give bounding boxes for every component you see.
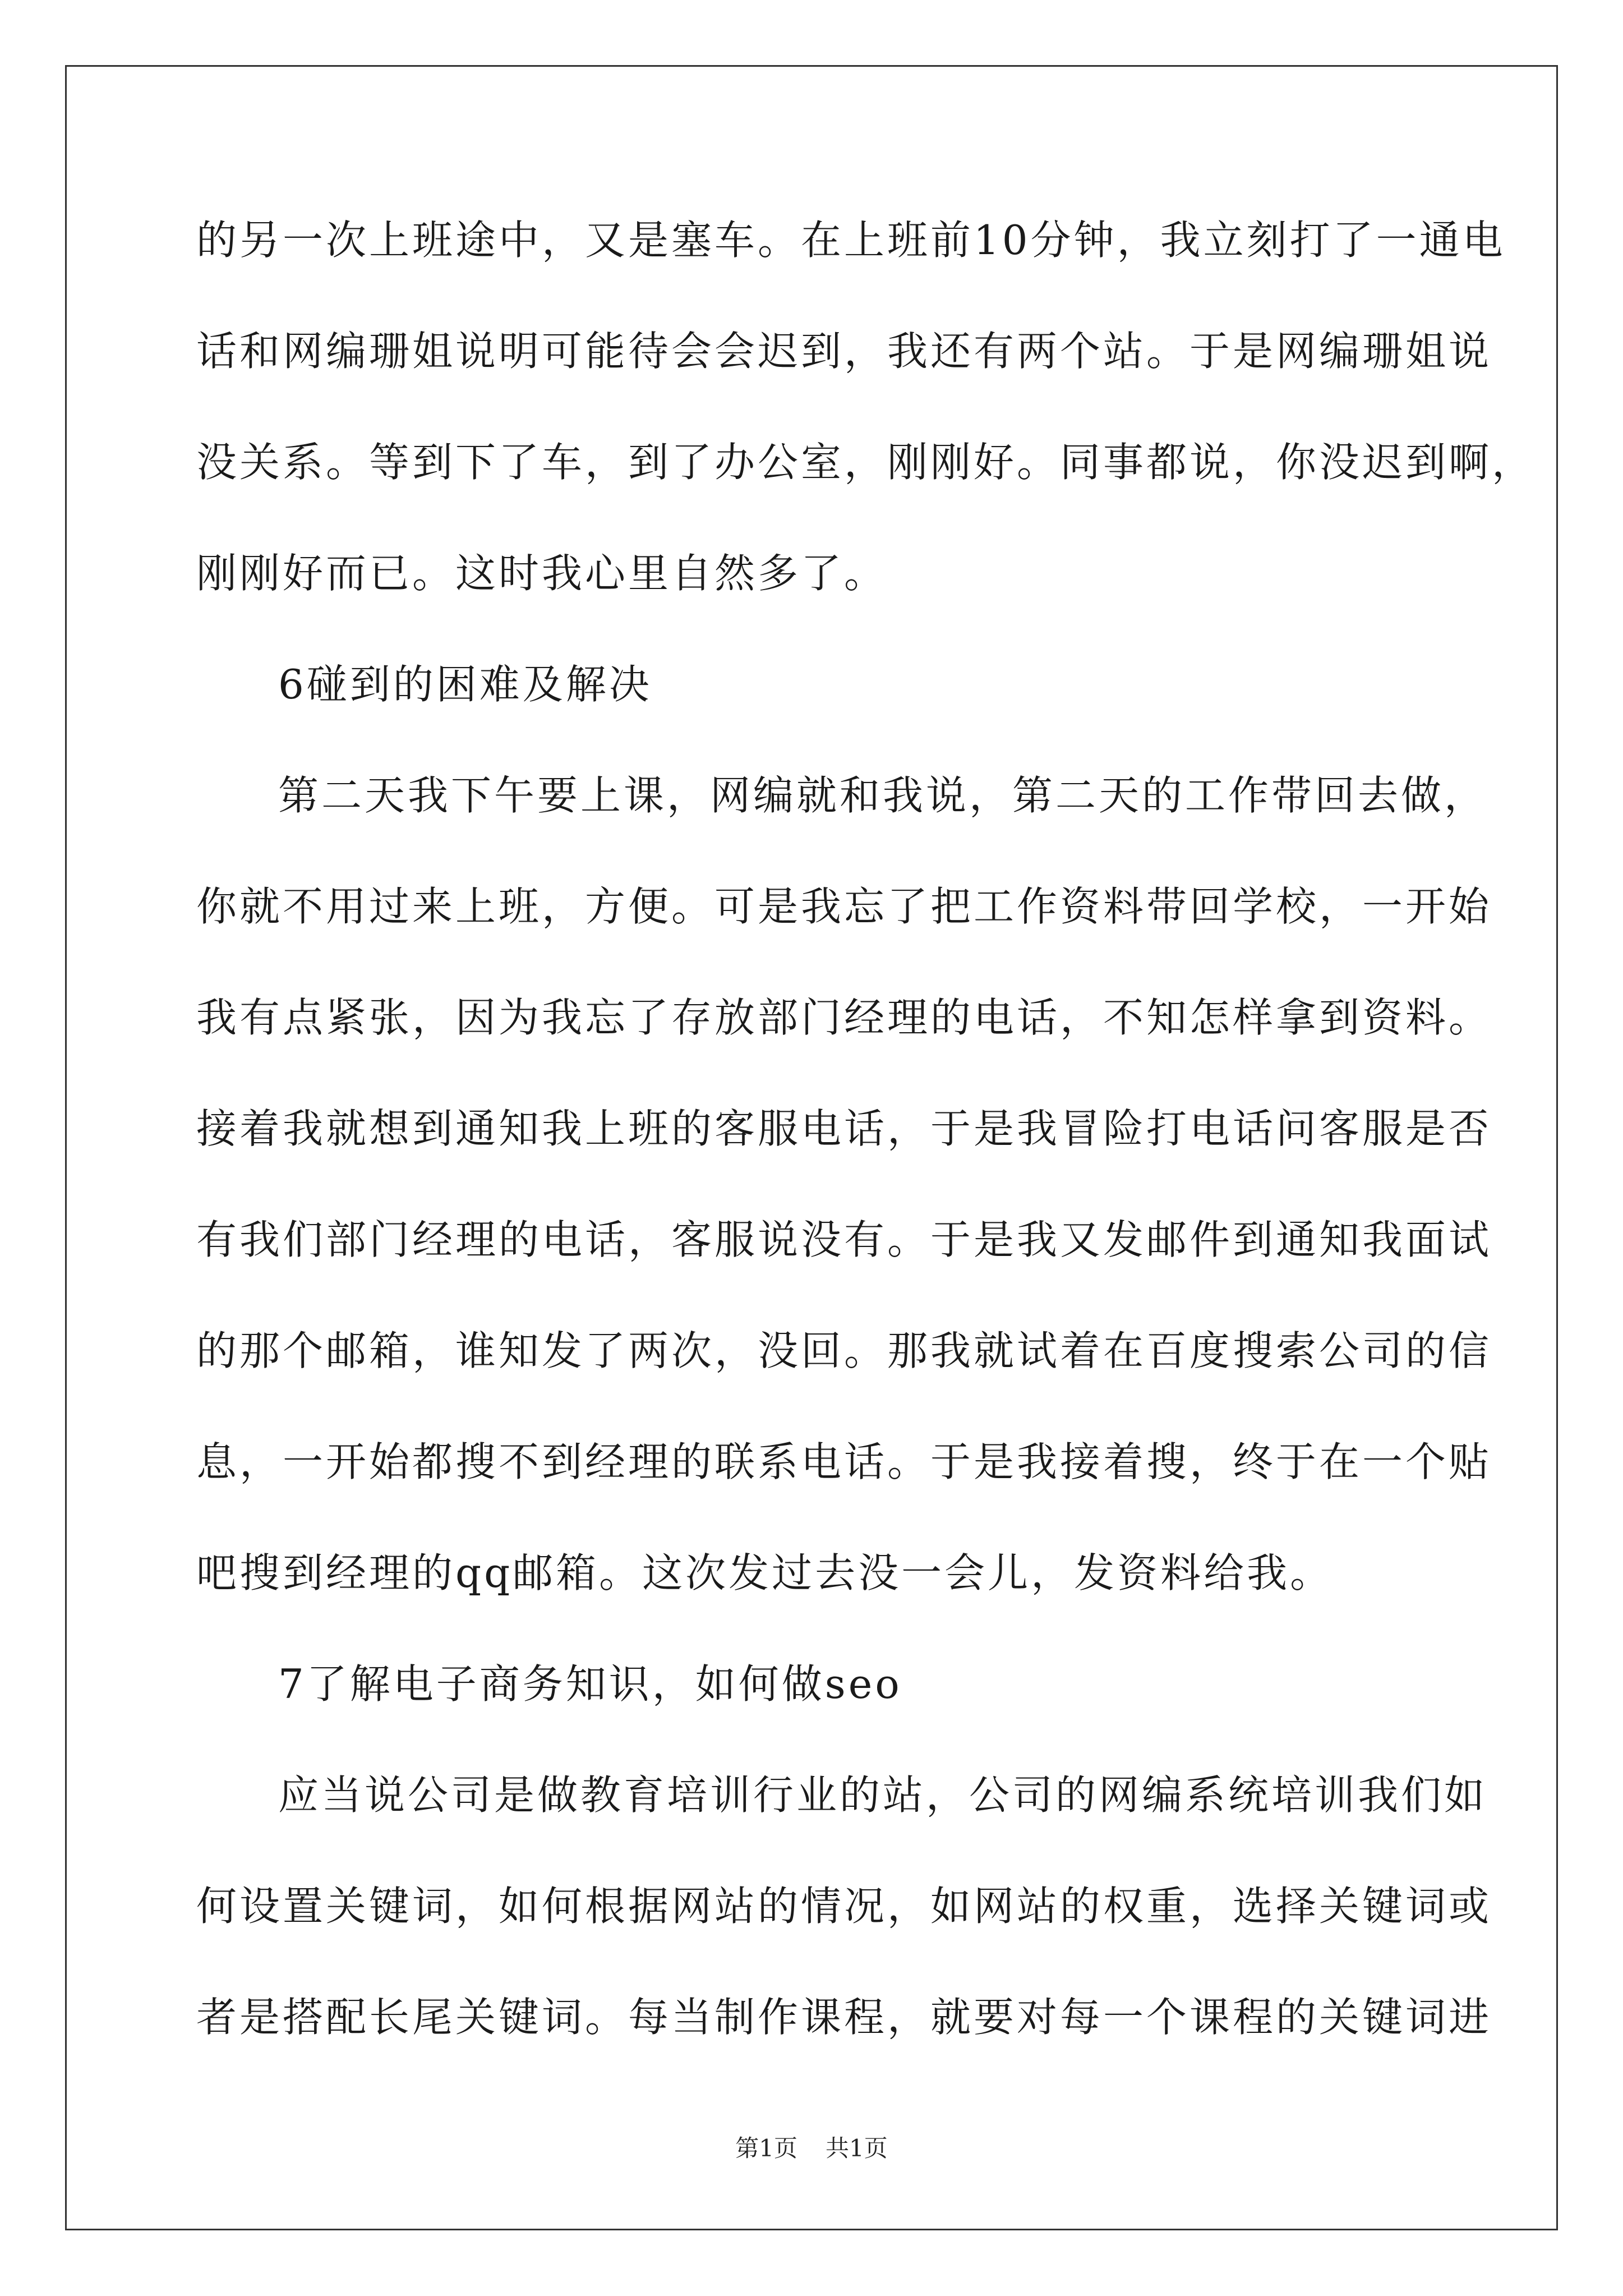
page-total: 共1页 bbox=[826, 2134, 888, 2162]
section-heading: 7了解电子商务知识，如何做seo bbox=[278, 1660, 902, 1708]
page-number: 第1页 bbox=[735, 2134, 797, 2162]
body-line: 你就不用过来上班，方便。可是我忘了把工作资料带回学校，一开始 bbox=[196, 883, 1492, 930]
body-line: 息，一开始都搜不到经理的联系电话。于是我接着搜，终于在一个贴 bbox=[196, 1438, 1492, 1485]
body-line: 我有点紧张，因为我忘了存放部门经理的电话，不知怎样拿到资料。 bbox=[196, 994, 1492, 1041]
body-line: 吧搜到经理的qq邮箱。这次发过去没一会儿，发资料给我。 bbox=[196, 1549, 1334, 1596]
body-line: 的另一次上班途中，又是塞车。在上班前10分钟，我立刻打了一通电 bbox=[196, 217, 1506, 264]
page-footer bbox=[0, 2132, 1623, 2165]
body-line: 何设置关键词，如何根据网站的情况，如网站的权重，选择关键词或 bbox=[196, 1883, 1492, 1930]
paragraph-first-line: 第二天我下午要上课，网编就和我说，第二天的工作带回去做， bbox=[278, 772, 1488, 819]
body-line: 话和网编珊姐说明可能待会会迟到，我还有两个站。于是网编珊姐说 bbox=[196, 328, 1492, 375]
body-line: 刚刚好而已。这时我心里自然多了。 bbox=[196, 550, 888, 597]
body-line: 的那个邮箱，谁知发了两次，没回。那我就试着在百度搜索公司的信 bbox=[196, 1327, 1492, 1374]
document-body bbox=[196, 213, 1536, 2101]
section-heading: 6碰到的困难及解决 bbox=[278, 661, 652, 708]
body-line: 者是搭配长尾关键词。每当制作课程，就要对每一个课程的关键词进 bbox=[196, 1994, 1492, 2041]
body-line: 接着我就想到通知我上班的客服电话，于是我冒险打电话问客服是否 bbox=[196, 1105, 1492, 1152]
body-line: 没关系。等到下了车，到了办公室，刚刚好。同事都说，你没迟到啊， bbox=[196, 439, 1536, 486]
paragraph-first-line: 应当说公司是做教育培训行业的站，公司的网编系统培训我们如 bbox=[278, 1772, 1488, 1819]
body-line: 有我们部门经理的电话，客服说没有。于是我又发邮件到通知我面试 bbox=[196, 1216, 1492, 1263]
